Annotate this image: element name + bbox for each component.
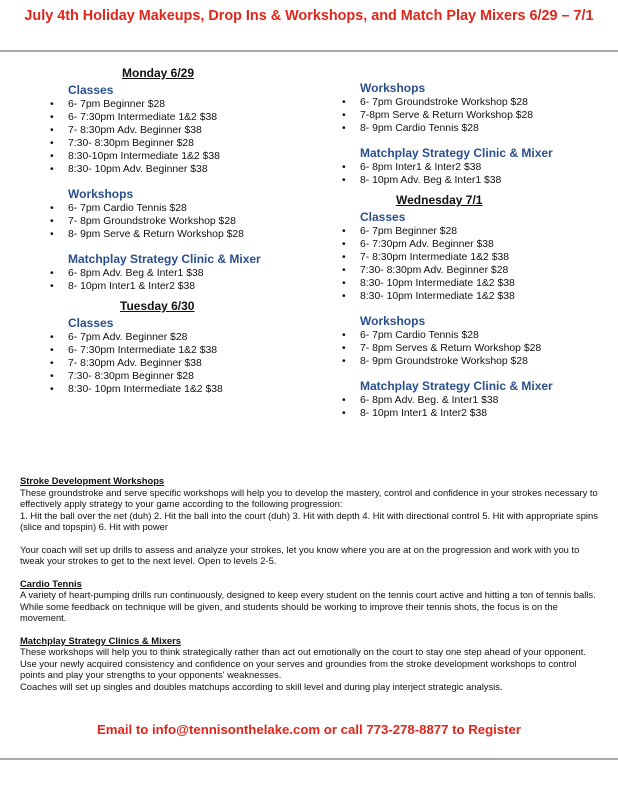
monday-matchplay-list [48, 267, 310, 293]
tuesday-workshops-list [340, 96, 610, 135]
wednesday-matchplay-list [340, 394, 610, 420]
matchplay-clinics-paragraph: These workshops will help you to think strategically rather than act out emotionally on the court to stay one step ahead of your opponent. Use your newly acquired consistency and confidence on your serves and groundies from the stroke development workshops to control points and play your strengths to your opponents' weaknesses. [20, 646, 586, 680]
list-item: • 6- 7pm Beginner $28 [48, 98, 310, 111]
bottom-divider [0, 758, 618, 760]
list-item: • 8- 9pm Groundstroke Workshop $28 [340, 355, 610, 368]
list-item: • 8:30- 10pm Intermediate 1&2 $38 [340, 277, 610, 290]
stroke-progression-paragraph: 1. Hit the ball over the net (duh) 2. Hit the ball into the court (duh) 3. Hit with depth 4. Hit with directional control 5. Hit with appropriate spins (slice and topspin) 6. Hit with power [20, 509, 598, 532]
wednesday-classes-list [340, 225, 610, 303]
list-item: • 8:30-10pm Intermediate 1&2 $38 [48, 150, 310, 163]
list-item: • 6- 7pm Cardio Tennis $28 [48, 202, 310, 215]
monday-workshops-list [48, 202, 310, 241]
top-divider [0, 50, 618, 52]
day-heading-monday: Monday 6/29 [122, 66, 195, 80]
list-item: • 7:30- 8:30pm Adv. Beginner $28 [340, 264, 610, 277]
list-item: • 8:30- 10pm Intermediate 1&2 $38 [340, 290, 610, 303]
list-item: • 8- 9pm Serve & Return Workshop $28 [48, 228, 310, 241]
stroke-development-paragraph: These groundstroke and serve specific workshops will help you to develop the mastery, control and confidence in your strokes necessary to effectively apply strategy to your game according to the following progression: [20, 486, 598, 509]
list-item: • 7:30- 8:30pm Beginner $28 [48, 370, 310, 383]
monday-workshops-heading: Workshops [68, 187, 134, 201]
list-item: • 8:30- 10pm Intermediate 1&2 $38 [48, 383, 310, 396]
descriptions-section [20, 475, 600, 692]
wednesday-matchplay-heading: Matchplay Strategy Clinic & Mixer [360, 379, 553, 393]
list-item: • 7- 8:30pm Intermediate 1&2 $38 [340, 251, 610, 264]
list-item: • 6- 7pm Beginner $28 [340, 225, 610, 238]
tuesday-classes-heading: Classes [68, 316, 114, 330]
list-item: • 6- 8pm Adv. Beg & Inter1 $38 [48, 267, 310, 280]
page-title: July 4th Holiday Makeups, Drop Ins & Workshops, and Match Play Mixers 6/29 – 7/1 [24, 8, 594, 24]
list-item: • 8- 10pm Inter1 & Inter2 $38 [48, 280, 310, 293]
list-item: • 6- 7pm Adv. Beginner $28 [48, 331, 310, 344]
matchplay-coaches-paragraph: Coaches will set up singles and doubles matchups according to skill level and during play interject strategic analysis. [20, 680, 503, 692]
list-item: • 6- 7pm Groundstroke Workshop $28 [340, 96, 610, 109]
list-item: • 8- 10pm Inter1 & Inter2 $38 [340, 407, 610, 420]
list-item: • 6- 7:30pm Adv. Beginner $38 [340, 238, 610, 251]
day-heading-tuesday: Tuesday 6/30 [120, 299, 195, 313]
list-item: • 7- 8:30pm Adv. Beginner $38 [48, 124, 310, 137]
matchplay-clinics-heading: Matchplay Strategy Clinics & Mixers [20, 634, 181, 646]
tuesday-matchplay-list [340, 161, 610, 187]
list-item: • 6- 7:30pm Intermediate 1&2 $38 [48, 111, 310, 124]
tuesday-matchplay-heading: Matchplay Strategy Clinic & Mixer [360, 146, 553, 160]
tuesday-classes-list [48, 331, 310, 396]
list-item: • 7:30- 8:30pm Beginner $28 [48, 137, 310, 150]
wednesday-classes-heading: Classes [360, 210, 406, 224]
tuesday-workshops-heading: Workshops [360, 81, 426, 95]
cardio-tennis-heading: Cardio Tennis [20, 577, 82, 589]
wednesday-workshops-heading: Workshops [360, 314, 426, 328]
list-item: • 6- 8pm Adv. Beg. & Inter1 $38 [340, 394, 610, 407]
wednesday-workshops-list [340, 329, 610, 368]
right-column [340, 82, 610, 420]
list-item: • 7- 8:30pm Adv. Beginner $38 [48, 357, 310, 370]
list-item: • 7- 8pm Groundstroke Workshop $28 [48, 215, 310, 228]
list-item: • 7-8pm Serve & Return Workshop $28 [340, 109, 610, 122]
stroke-coach-paragraph: Your coach will set up drills to assess and analyze your strokes, let you know where you are at on the progression and work with you to tweak your strokes to get to the next level. Open to levels 2-5. [20, 543, 580, 566]
cardio-tennis-paragraph: A variety of heart-pumping drills run continuously, designed to keep every student on the tennis court active and hitting a ton of tennis balls. While some feedback on technique will be given, and students should be working to improve their tennis shots, the focus is on the movement. [20, 589, 596, 623]
monday-matchplay-heading: Matchplay Strategy Clinic & Mixer [68, 252, 261, 266]
day-heading-wednesday: Wednesday 7/1 [396, 193, 483, 207]
register-contact-line: Email to info@tennisonthelake.com or call 773-278-8877 to Register [96, 722, 521, 737]
stroke-development-heading: Stroke Development Workshops [20, 475, 165, 486]
list-item: • 8- 10pm Adv. Beg & Inter1 $38 [340, 174, 610, 187]
list-item: • 6- 7:30pm Intermediate 1&2 $38 [48, 344, 310, 357]
list-item: • 6- 7pm Cardio Tennis $28 [340, 329, 610, 342]
list-item: • 6- 8pm Inter1 & Inter2 $38 [340, 161, 610, 174]
monday-classes-heading: Classes [68, 83, 114, 97]
list-item: • 8:30- 10pm Adv. Beginner $38 [48, 163, 310, 176]
list-item: • 8- 9pm Cardio Tennis $28 [340, 122, 610, 135]
monday-classes-list [48, 98, 310, 176]
list-item: • 7- 8pm Serves & Return Workshop $28 [340, 342, 610, 355]
left-column [48, 66, 310, 396]
